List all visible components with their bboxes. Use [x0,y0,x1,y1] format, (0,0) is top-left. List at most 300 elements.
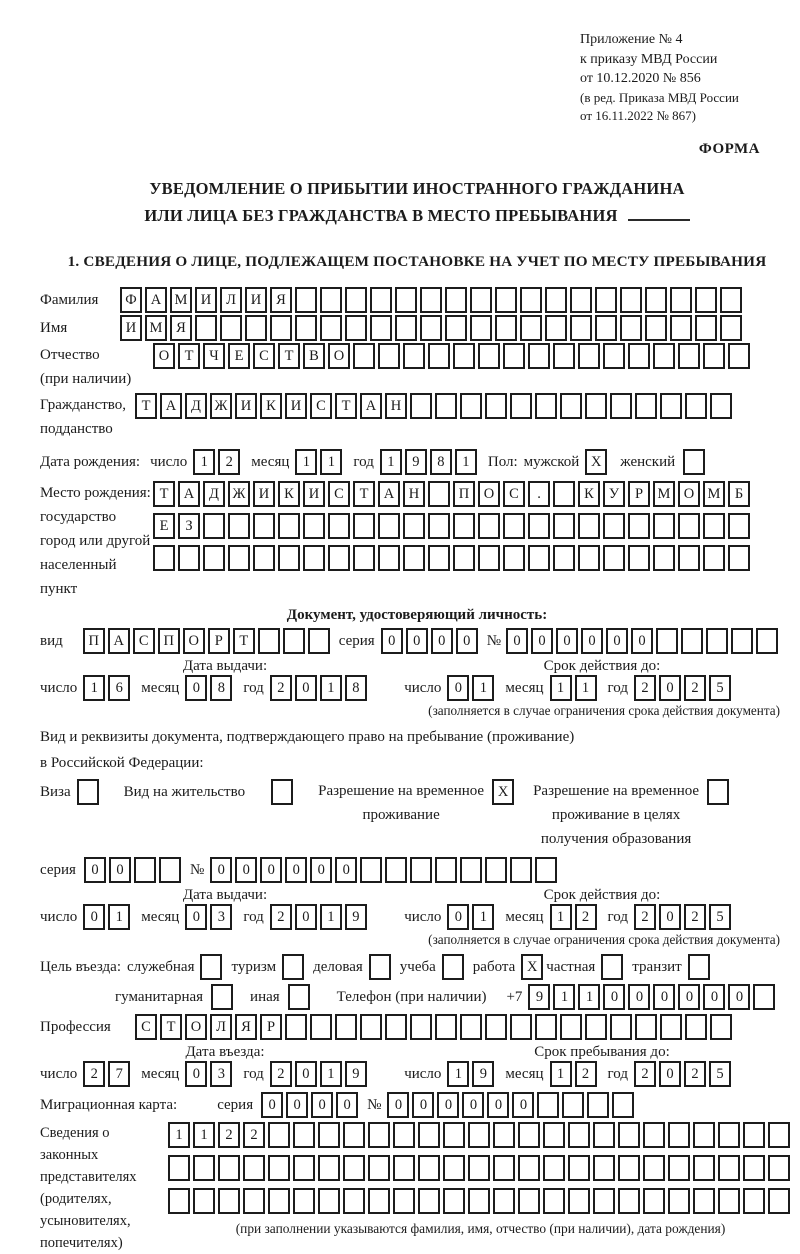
char-cell [645,315,667,341]
char-cell: Ф [120,287,142,313]
char-cell: И [195,287,217,313]
char-cell [568,1188,590,1214]
char-cell: А [160,393,182,419]
char-cell [683,449,705,475]
char-cell [470,315,492,341]
phone-label: Телефон (при наличии) [336,988,487,1005]
char-cell [308,628,330,654]
char-cell [703,545,725,571]
char-cell: 0 [659,675,681,701]
phone-cells [528,984,778,1010]
char-cell [435,857,457,883]
char-cell [485,857,507,883]
char-cell [595,287,617,313]
char-cell [660,393,682,419]
profession-row [40,1014,794,1040]
char-cell [643,1188,665,1214]
char-cell [420,315,442,341]
char-cell [378,343,400,369]
char-cell: Д [185,393,207,419]
char-cell: 0 [556,628,578,654]
char-cell [360,1014,382,1040]
day-label: число [404,679,442,696]
char-cell: 0 [628,984,650,1010]
char-cell: 0 [631,628,653,654]
char-cell: 2 [243,1122,265,1148]
char-cell [345,287,367,313]
char-cell [768,1188,790,1214]
resident-series-cells [84,857,184,883]
char-cell [628,513,650,539]
char-cell [453,513,475,539]
char-cell [718,1155,740,1181]
char-cell [460,857,482,883]
purpose-private-checkbox [601,954,626,980]
char-cell [369,954,391,980]
sex-female-label: женский [620,453,676,470]
char-cell [610,393,632,419]
name-row [40,315,794,341]
char-cell: 8 [210,675,232,701]
char-cell [553,481,575,507]
char-cell: М [170,287,192,313]
char-cell: 0 [431,628,453,654]
char-cell [468,1122,490,1148]
birthplace-row [40,481,794,601]
char-cell [278,545,300,571]
visa-label: Виза [40,783,71,800]
char-cell: 9 [345,1061,367,1087]
name-cells [120,315,745,341]
char-cell: Н [403,481,425,507]
resident-issue-date-group [40,904,370,930]
char-cell: 0 [286,1092,308,1118]
char-cell [535,857,557,883]
surname-cells [120,287,745,313]
birthplace-label-block [40,481,153,601]
char-cell [503,545,525,571]
purpose-business-checkbox [369,954,394,980]
char-cell: 1 [320,675,342,701]
char-cell: А [178,481,200,507]
char-cell [442,954,464,980]
char-cell: П [83,628,105,654]
char-cell [218,1155,240,1181]
char-cell [443,1155,465,1181]
char-cell: . [528,481,550,507]
char-cell: 5 [709,675,731,701]
char-cell [328,513,350,539]
char-cell: 0 [487,1092,509,1118]
char-cell [528,545,550,571]
resident-issue-year-cells [270,904,370,930]
representatives-note: (при заполнении указываются фамилия, имя, отчество (при наличии), дата рождения) [235,1220,726,1236]
char-cell: 0 [109,857,131,883]
char-cell [620,287,642,313]
char-cell [395,287,417,313]
char-cell [428,545,450,571]
form-title [40,176,794,229]
char-cell: 0 [261,1092,283,1118]
char-cell: 1 [550,904,572,930]
stay-month-cells [550,1061,600,1087]
migration-series-cells [261,1092,361,1118]
char-cell: 1 [550,675,572,701]
char-cell [520,315,542,341]
char-cell [743,1188,765,1214]
section-1-heading: 1. СВЕДЕНИЯ О ЛИЦЕ, ПОДЛЕЖАЩЕМ ПОСТАНОВКЕ НА УЧЕТ ПО МЕСТУ ПРЕБЫВАНИЯ [67,252,767,270]
purpose-study-checkbox [442,954,467,980]
char-cell [603,513,625,539]
char-cell [385,1014,407,1040]
char-cell [310,1014,332,1040]
char-cell: 9 [405,449,427,475]
char-cell: П [453,481,475,507]
char-cell: 2 [684,1061,706,1087]
char-cell [393,1188,415,1214]
char-cell [318,1122,340,1148]
char-cell [360,857,382,883]
char-cell [535,1014,557,1040]
char-cell [353,343,375,369]
char-cell [268,1188,290,1214]
migration-card-label: Миграционная карта: [40,1096,178,1113]
char-cell: 1 [472,904,494,930]
char-cell: 1 [320,449,342,475]
char-cell [681,628,703,654]
char-cell [253,513,275,539]
char-cell: 0 [336,1092,358,1118]
year-label: год [243,908,264,925]
char-cell: О [185,1014,207,1040]
char-cell [410,393,432,419]
form-title-line-2 [40,203,794,229]
char-cell: 2 [684,904,706,930]
patronymic-row [40,343,794,391]
char-cell: 0 [83,904,105,930]
month-label: месяц [141,679,180,696]
birthplace-label-4: населенный пункт [40,556,117,597]
char-cell [278,513,300,539]
char-cell: Т [278,343,300,369]
char-cell [695,315,717,341]
char-cell [495,315,517,341]
char-cell: 0 [653,984,675,1010]
char-cell [510,1014,532,1040]
char-cell: Т [160,1014,182,1040]
char-cell: М [653,481,675,507]
representatives-cells-row-2 [168,1155,793,1181]
char-cell [693,1122,715,1148]
char-cell [562,1092,584,1118]
purpose-transit-label: транзит [632,958,682,975]
char-cell [320,315,342,341]
char-cell [768,1122,790,1148]
char-cell [268,1155,290,1181]
char-cell [243,1188,265,1214]
annex-line-3: от 10.12.2020 № 856 [580,71,701,87]
char-cell: 2 [270,904,292,930]
char-cell [134,857,156,883]
day-label: число [404,1065,442,1082]
char-cell: Н [385,393,407,419]
profession-label: Профессия [40,1018,111,1035]
char-cell [218,1188,240,1214]
char-cell: А [108,628,130,654]
annex-line-2: к приказу МВД России [580,51,718,67]
char-cell [728,545,750,571]
purpose-transit-checkbox [688,954,713,980]
char-cell [318,1188,340,1214]
char-cell [720,315,742,341]
char-cell: Л [220,287,242,313]
char-cell [410,1014,432,1040]
representatives-label-line-3: представителях [40,1168,137,1185]
char-cell [593,1155,615,1181]
char-cell [703,513,725,539]
day-label: число [40,679,78,696]
char-cell [385,857,407,883]
char-cell [710,1014,732,1040]
char-cell: С [328,481,350,507]
char-cell: О [478,481,500,507]
char-cell [703,343,725,369]
birthplace-grid [153,481,753,571]
char-cell [258,628,280,654]
char-cell: А [145,287,167,313]
entry-date-group [40,1061,370,1087]
doc-kind-cells [83,628,333,654]
char-cell: Д [203,481,225,507]
char-cell: 1 [447,1061,469,1087]
char-cell [203,513,225,539]
sex-male-label: мужской [523,453,580,470]
char-cell: 0 [462,1092,484,1118]
char-cell [428,343,450,369]
char-cell [568,1122,590,1148]
resident-doc-options-row [40,779,794,851]
char-cell [485,393,507,419]
char-cell [243,1155,265,1181]
char-cell [353,513,375,539]
char-cell: 0 [381,628,403,654]
char-cell [593,1122,615,1148]
birth-year-cells [380,449,480,475]
char-cell [370,287,392,313]
char-cell: Б [728,481,750,507]
char-cell: Я [270,287,292,313]
doc-issue-year-cells [270,675,370,701]
patronymic-label: Отчество [40,346,100,363]
char-cell [428,481,450,507]
month-label: месяц [251,453,290,470]
year-label: год [353,453,374,470]
char-cell [585,393,607,419]
char-cell [445,315,467,341]
char-cell [295,315,317,341]
char-cell: А [378,481,400,507]
char-cell [253,545,275,571]
doc-valid-heading: Срок действия до: [543,657,661,674]
sex-male-checkbox [585,449,610,475]
char-cell [268,1122,290,1148]
char-cell [220,315,242,341]
char-cell [578,513,600,539]
resident-series-row [40,857,794,883]
char-cell: О [183,628,205,654]
char-cell [635,1014,657,1040]
char-cell [343,1155,365,1181]
month-label: месяц [141,1065,180,1082]
doc-date-headings [40,658,794,675]
char-cell [378,513,400,539]
char-cell [478,343,500,369]
char-cell [443,1122,465,1148]
char-cell: 1 [553,984,575,1010]
citizenship-row [40,393,794,441]
char-cell: 0 [285,857,307,883]
doc-issue-heading: Дата выдачи: [182,657,268,674]
entry-month-cells [185,1061,235,1087]
char-cell [428,513,450,539]
doc-number-label: № [486,632,501,649]
char-cell: Л [210,1014,232,1040]
char-cell [688,954,710,980]
char-cell [570,287,592,313]
resident-valid-year-cells [634,904,734,930]
month-label: месяц [505,679,544,696]
char-cell: 0 [210,857,232,883]
char-cell [570,315,592,341]
char-cell: С [133,628,155,654]
form-title-line-1: УВЕДОМЛЕНИЕ О ПРИБЫТИИ ИНОСТРАННОГО ГРАЖДАНИНА [149,179,685,199]
birthdate-label: Дата рождения: [40,453,141,470]
temp-residence-option [318,779,517,827]
char-cell [395,315,417,341]
char-cell: 2 [218,1122,240,1148]
char-cell [653,545,675,571]
char-cell: 1 [578,984,600,1010]
char-cell: 1 [295,449,317,475]
char-cell: О [328,343,350,369]
migration-series-label: серия [217,1096,254,1113]
char-cell: А [360,393,382,419]
year-label: год [607,1065,628,1082]
char-cell: 0 [531,628,553,654]
char-cell [343,1122,365,1148]
residence-permit-checkbox [271,779,296,805]
char-cell: 2 [575,1061,597,1087]
char-cell: Т [335,393,357,419]
char-cell: 0 [678,984,700,1010]
char-cell: Ж [228,481,250,507]
sex-label: Пол: [487,453,518,470]
char-cell: 8 [430,449,452,475]
char-cell: 0 [603,984,625,1010]
char-cell: Т [233,628,255,654]
char-cell: 0 [412,1092,434,1118]
char-cell [445,287,467,313]
char-cell [285,1014,307,1040]
char-cell [656,628,678,654]
char-cell: 1 [320,1061,342,1087]
name-label: Имя [40,319,68,336]
day-label: число [40,1065,78,1082]
representatives-label-line-2: законных [40,1146,99,1163]
char-cell: 6 [108,675,130,701]
char-cell [211,984,233,1010]
purpose-other-label: иная [250,988,280,1005]
char-cell [718,1122,740,1148]
char-cell [478,513,500,539]
char-cell: Т [153,481,175,507]
purpose-study-label: учеба [399,958,436,975]
char-cell: 1 [550,1061,572,1087]
char-cell: И [303,481,325,507]
char-cell [468,1188,490,1214]
char-cell [620,315,642,341]
resident-issue-heading: Дата выдачи: [182,886,268,903]
char-cell: М [145,315,167,341]
purpose-tourism-label: туризм [231,958,277,975]
char-cell: К [278,481,300,507]
char-cell: С [503,481,525,507]
char-cell: 0 [235,857,257,883]
resident-dates-row [40,904,794,930]
char-cell [595,315,617,341]
char-cell: 3 [210,904,232,930]
char-cell: 0 [703,984,725,1010]
char-cell: 9 [472,1061,494,1087]
char-cell: М [703,481,725,507]
year-label: год [607,679,628,696]
representatives-label-line-1: Сведения о [40,1124,110,1141]
char-cell: 2 [270,675,292,701]
resident-date-headings [40,887,794,904]
char-cell: X [585,449,607,475]
char-cell: X [492,779,514,805]
edition-line-1: (в ред. Приказа МВД России [580,89,739,105]
char-cell: 2 [684,675,706,701]
char-cell [695,287,717,313]
birthplace-cells-row-2 [153,513,753,539]
char-cell: 1 [83,675,105,701]
char-cell [403,513,425,539]
char-cell: 0 [437,1092,459,1118]
char-cell: И [253,481,275,507]
resident-valid-month-cells [550,904,600,930]
char-cell [345,315,367,341]
birth-month-cells [295,449,345,475]
char-cell [670,315,692,341]
char-cell: К [578,481,600,507]
char-cell: З [178,513,200,539]
purpose-work-checkbox [521,954,546,980]
char-cell: 0 [310,857,332,883]
char-cell: 0 [311,1092,333,1118]
char-cell: 0 [512,1092,534,1118]
char-cell [693,1188,715,1214]
resident-doc-line-2: в Российской Федерации: [40,754,204,771]
doc-number-cells [506,628,781,654]
char-cell [545,287,567,313]
char-cell [710,393,732,419]
char-cell [731,628,753,654]
char-cell: 0 [335,857,357,883]
char-cell [271,779,293,805]
char-cell: 0 [659,1061,681,1087]
char-cell: 2 [634,1061,656,1087]
